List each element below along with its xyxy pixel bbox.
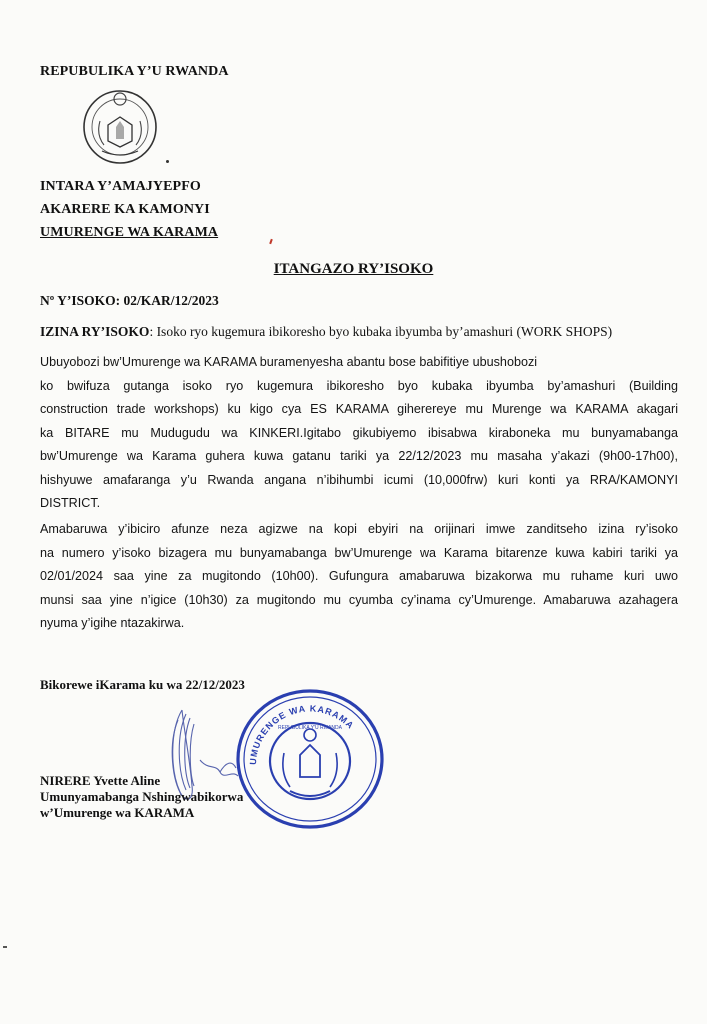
paragraph-line: hishyuwe amafaranga y’u Rwanda angana n’ibihumbi icumi (10,000frw) kuri konti ya RRA/KAMONYI — [40, 472, 678, 487]
ink-speck — [166, 160, 169, 163]
paragraph-line: na numero y’isoko bizagera mu bunyamabanga bw’Umurenge wa Karama bitarenze kuwa kabiri tariki ya — [40, 545, 678, 560]
country-name: REPUBULIKA Y’U RWANDA — [40, 64, 229, 79]
paragraph-line: 02/01/2024 saa yine za mugitondo (10h00). Gufungura amabaruwa bizakorwa mu ruhame kuri uwo — [40, 569, 678, 583]
notice-title: ITANGAZO RY’ISOKO — [273, 261, 434, 277]
paragraph-2 — [40, 518, 678, 636]
paragraph-line: ko bwifuza gutanga isoko ryo kugemura ibikoresho byo kubaka ibyumba by’amashuri (Building — [40, 378, 678, 393]
signatory-block — [40, 773, 243, 821]
paragraph-line: Amabaruwa y’ibiciro afunze neza agizwe na kopi ebyiri na orijinari imwe zanditseho izina ry’isoko — [40, 522, 678, 536]
signatory-office: w’Umurenge wa KARAMA — [40, 805, 195, 820]
sector-name: UMURENGE WA KARAMA — [40, 225, 219, 240]
paragraph-line: bw’Umurenge wa Karama guhera kuwa gatanu tariki ya 22/12/2023 mu masaha y’akazi (9h00-17h00), — [40, 449, 678, 463]
tender-subject-label: IZINA RY’ISOKO — [40, 324, 150, 339]
red-ink-mark — [269, 239, 273, 244]
paragraph-line: ka BITARE mu Mudugudu wa KINKERI.Igitabo gikubiyemo ibisabwa kiraboneka mu bunyamabanga — [40, 425, 678, 440]
province-name: INTARA Y’AMAJYEPFO — [40, 179, 201, 194]
tender-subject — [40, 324, 680, 340]
margin-speck — [3, 946, 7, 948]
place-and-date: Bikorewe iKarama ku wa 22/12/2023 — [40, 677, 245, 692]
paragraph-1 — [40, 351, 678, 516]
district-name: AKARERE KA KAMONYI — [40, 202, 210, 217]
tender-reference: Nº Y’ISOKO: 02/KAR/12/2023 — [40, 293, 219, 308]
paragraph-line: construction trade workshops) ku kigo cya ES KARAMA giherereye mu Murenge wa KARAMA akagari — [40, 402, 678, 416]
paragraph-line: DISTRICT. — [40, 496, 101, 510]
stamp-ring-text: UMURENGE WA KARAMA — [247, 703, 357, 766]
tender-subject-text: : Isoko ryo kugemura ibikoresho byo kubaka ibyumba by’amashuri (WORK SHOPS) — [149, 324, 613, 339]
signatory-name: NIRERE Yvette Aline — [40, 773, 161, 788]
official-stamp — [230, 683, 388, 833]
signatory-title: Umunyamabanga Nshingwabikorwa — [40, 789, 244, 804]
paragraph-line: munsi saa yine n’igice (10h30) za mugitondo mu cyumba cy’inama cy’Umurenge. Amabaruwa azahagera — [40, 592, 678, 607]
stamp-inner-text: REPUBULIKA Y'U RWANDA — [278, 725, 342, 731]
paragraph-line: Ubuyobozi bw’Umurenge wa KARAMA buramenyesha abantu bose babifitiye ubushobozi — [40, 355, 538, 369]
paragraph-line: nyuma y’igihe ntazakirwa. — [40, 616, 185, 630]
coat-of-arms-seal — [80, 87, 160, 167]
